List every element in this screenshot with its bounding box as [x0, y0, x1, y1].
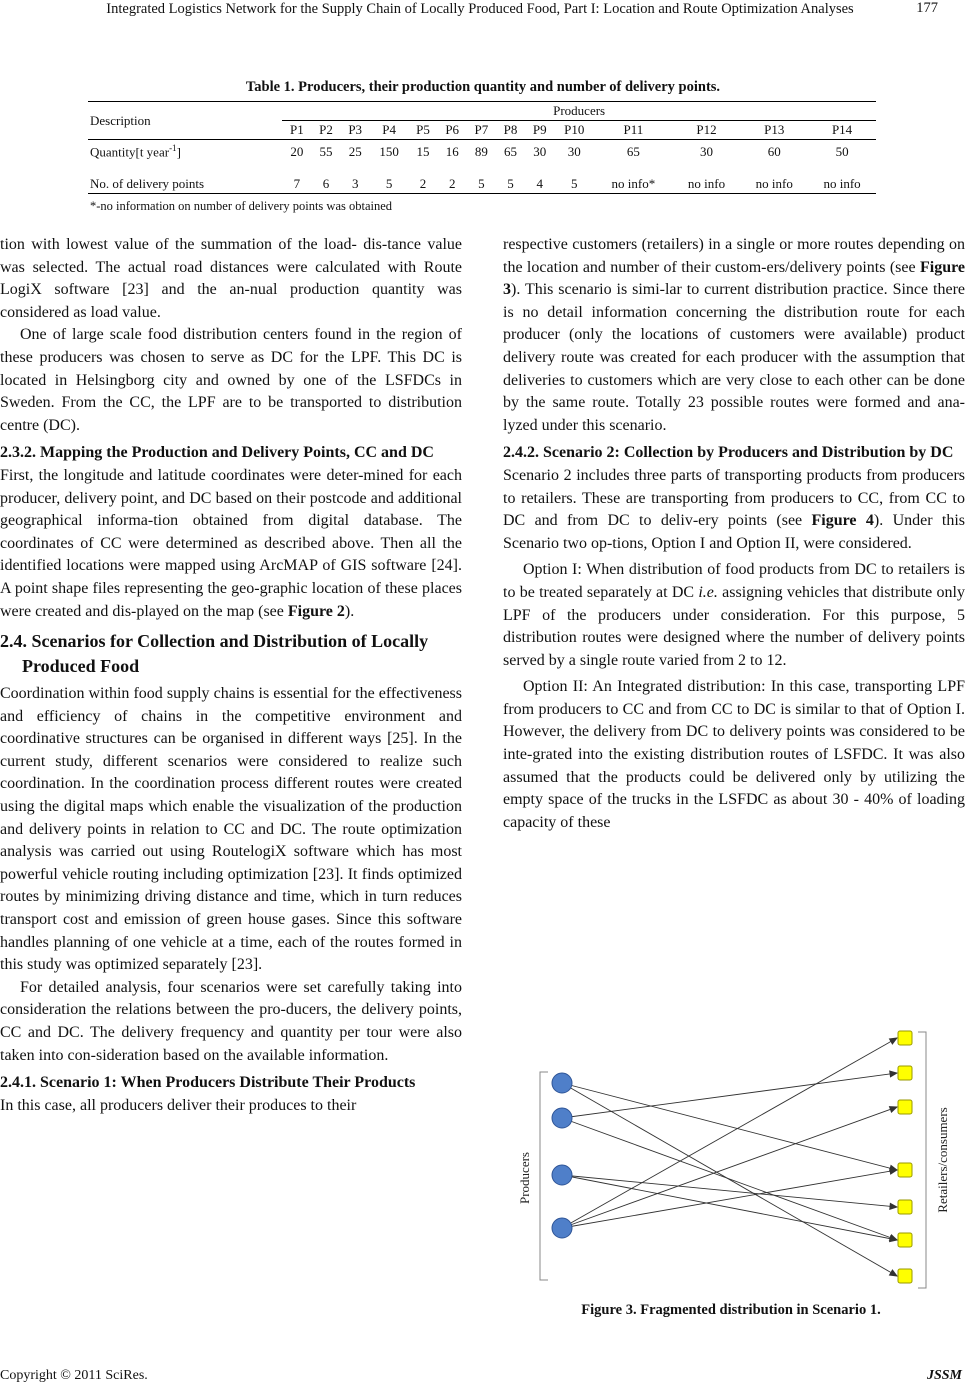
section-heading-2-3-2: 2.3.2. Mapping the Production and Delivery Points, CC and DC — [0, 444, 434, 462]
table-cell: 3 — [341, 164, 370, 194]
table-cell: 2 — [438, 164, 467, 194]
table-cell: 60 — [767, 143, 781, 159]
retailer-node — [898, 1163, 912, 1177]
table-cell: 5 — [554, 164, 594, 194]
table-col-header: P12 — [673, 121, 741, 140]
table-row-label: No. of delivery points — [88, 164, 282, 194]
table-cell: 50 — [835, 143, 849, 159]
table-cell: 5 — [496, 164, 525, 194]
table-cell: 16 — [445, 143, 459, 159]
producers-label: Producers — [517, 1152, 532, 1204]
table-col-header: P8 — [496, 121, 525, 140]
figure-4-ref: Figure 4 — [811, 512, 874, 530]
table-col-header: P6 — [438, 121, 467, 140]
section-heading-2-4-2: 2.4.2. Scenario 2: Collection by Producers and Distribution by DC — [503, 444, 954, 462]
producer-node — [552, 1108, 572, 1128]
table-desc-header: Description — [88, 102, 282, 140]
figure-3-ref: Figure 3 — [503, 258, 965, 299]
table-cell: 15 — [416, 143, 430, 159]
table-cell: 20 — [290, 143, 304, 159]
copyright: Copyright © 2011 SciRes. — [0, 1368, 148, 1383]
table-col-header: P1 — [282, 121, 311, 140]
table-cell: 89 — [474, 143, 488, 159]
arrow-head — [890, 1203, 897, 1209]
table-col-header: P2 — [311, 121, 340, 140]
retailer-node — [898, 1031, 912, 1045]
table-cell: 7 — [282, 164, 311, 194]
paragraph: Coordination within food supply chains is essential for the effectiveness and efficiency of chains in the competitive environment and coordinative structures can be organised in different ways [25]. In the current study, different scenarios were considered to realize such coordination. In the coordination process different routes were created using the digital maps which enable the visualization of the production and delivery points in relation to CC and DC. The route optimization analysis was carried out using RoutelogiX software which has most powerful vehicle routing including optimization [23]. It finds optimized routes by minimizing driving distance and time, which in turn reduces transport cost and emission of green house gases. Since this software handles planning of one vehicle at a time, each of the routes formed in this study was optimized separately [23]. — [0, 685, 462, 974]
retailer-node — [898, 1100, 912, 1114]
table-cell: 30 — [533, 143, 547, 159]
route-arrow — [562, 1038, 897, 1228]
table-col-header: P11 — [594, 121, 672, 140]
producer-node — [552, 1073, 572, 1093]
table-caption: Table 1. Producers, their production quantity and number of delivery points. — [245, 79, 721, 95]
table-cell: no info — [673, 164, 741, 194]
figure-2-ref: Figure 2 — [287, 602, 345, 620]
table-cell: 30 — [700, 143, 713, 159]
table-cell: 4 — [525, 164, 554, 194]
paragraph: tion with lowest value of the summation of the load- dis-tance value was selected. The actual road distances were calculated with Route LogiX software [23] and the an-nual production quantity was considered as load value. — [0, 236, 462, 321]
route-arrow — [562, 1175, 897, 1240]
paragraph: Option I: When distribution of food products from DC to retailers is to be treated separately at DC i.e. assigning vehicles that distribute only LPF of the producers under consideration. For this purpose, 5 distribution routes were designed where the number of delivery points served by a single route varied from 2 to 12. — [503, 561, 965, 669]
table-cell: 2 — [408, 164, 437, 194]
right-column — [503, 234, 965, 834]
figure-3-caption: Figure 3. Fragmented distribution in Scenario 1. — [581, 1302, 881, 1318]
table-row — [88, 140, 876, 164]
table-col-header: P4 — [370, 121, 409, 140]
page-number: 177 — [916, 0, 938, 16]
table-col-header: P14 — [808, 121, 876, 140]
producers-table — [88, 101, 876, 194]
retailers-bracket — [918, 1032, 926, 1288]
running-title: Integrated Logistics Network for the Supply Chain of Locally Produced Food, Part I: Location and Route Optimization Analyses — [106, 1, 854, 17]
arrow-head — [889, 1107, 897, 1113]
table-col-header: P13 — [740, 121, 808, 140]
table-cell: 65 — [626, 143, 640, 159]
producers-bracket — [540, 1072, 548, 1280]
retailers-label: Retailers/consumers — [935, 1107, 950, 1213]
table-footnote: *-no information on number of delivery points was obtained — [90, 199, 393, 213]
table-cell: 30 — [567, 143, 581, 159]
table-cell: 5 — [370, 164, 409, 194]
retailer-node — [898, 1200, 912, 1214]
table-col-header: P9 — [525, 121, 554, 140]
table-row-label: Quantity[t year$^{-1}$] — [90, 143, 181, 160]
table-cell: no info — [808, 164, 876, 194]
section-heading-2-4-1: 2.4.1. Scenario 1: When Producers Distribute Their Products — [0, 1074, 416, 1092]
paragraph: For detailed analysis, four scenarios were set carefully taking into consideration the relations between the pro-ducers, the delivery points, CC and DC. The delivery frequency and quantity per tour were also taken into con-sideration based on the available information. — [0, 978, 462, 1064]
table-cell: 25 — [348, 143, 362, 159]
route-arrow — [562, 1107, 897, 1228]
table-col-header: P5 — [408, 121, 437, 140]
producer-node — [552, 1165, 572, 1185]
paragraph: In this case, all producers deliver their produces to their — [0, 1096, 357, 1114]
paragraph: Option II: An Integrated distribution: In this case, transporting LPF from producers to CC and from CC to DC is similar to that of Option I. However, the delivery from DC to delivery points was considered to be inte-grated into the existing distribution routes of LSFDC. It was also assumed that the products could be delivered only by utilizing the empty space of the trucks in the LSFDC as about 30 - 40% of loading capacity of these — [503, 678, 965, 831]
paragraph: One of large scale food distribution centers found in the region of these producers was chosen to serve as DC for the LPF. This DC is located in Helsingborg city and owned by one of the LSFDCs in Sweden. From the CC, the LPF are to be transported to distribution centre (DC). — [0, 326, 462, 434]
retailer-node — [898, 1233, 912, 1247]
table-col-header: P7 — [467, 121, 496, 140]
table-group-header: Producers — [282, 102, 876, 121]
route-arrow — [562, 1083, 897, 1170]
table-row — [88, 164, 876, 194]
route-arrow — [562, 1073, 897, 1118]
retailer-node — [898, 1269, 912, 1283]
paragraph: respective customers (retailers) in a single or more routes depending on the location and number of their custom-ers/delivery points (see Figure 3). This scenario is simi-lar to current distribution practice. Since there is no detail information concerning the distribution route for each producer (only the locations of customers were available) product delivery route was created for each producer with the assumption that deliveries to customers which are very close to each other can be done by the same route. Totally 23 possible routes were formed and ana-lyzed under this scenario. — [503, 236, 965, 434]
left-column — [0, 234, 462, 1117]
table-cell: no info — [740, 164, 808, 194]
figure-3-diagram — [500, 1020, 966, 1300]
arrow-head — [889, 1038, 897, 1044]
retailer-node — [898, 1066, 912, 1080]
paragraph: Scenario 2 includes three parts of transporting products from producers to retailers. These are transporting from producers to CC, from CC to DC and from DC to deliv-ery points (see Figure 4). Under this Scenario two op-tions, Option I and Option II, were considered. — [503, 466, 966, 552]
arrow-head — [889, 1270, 897, 1276]
arrow-head — [890, 1071, 897, 1077]
producer-node — [552, 1218, 572, 1238]
table-cell: 6 — [311, 164, 340, 194]
journal-name: JSSM — [926, 1368, 962, 1383]
table-cell: no info* — [594, 164, 672, 194]
table-col-header: P10 — [554, 121, 594, 140]
table-col-header: P3 — [341, 121, 370, 140]
table-cell: 55 — [319, 143, 333, 159]
table-cell: 150 — [379, 143, 399, 159]
section-heading-2-4: 2.4. Scenarios for Collection and Distribution of Locally Produced Food — [0, 631, 429, 677]
table-cell: 5 — [467, 164, 496, 194]
paragraph: First, the longitude and latitude coordinates were deter-mined for each producer, delivery point, and DC based on their postcode and additional geographical informa-tion obtained from digital database. The coordinates of CC were determined as described above. Then all the identified locations were mapped using ArcMAP of GIS software [24]. A point shape files representing the geo-graphic location of these places were created and dis-played on the map (see Figure 2). — [0, 466, 462, 620]
table-cell: 65 — [504, 143, 518, 159]
